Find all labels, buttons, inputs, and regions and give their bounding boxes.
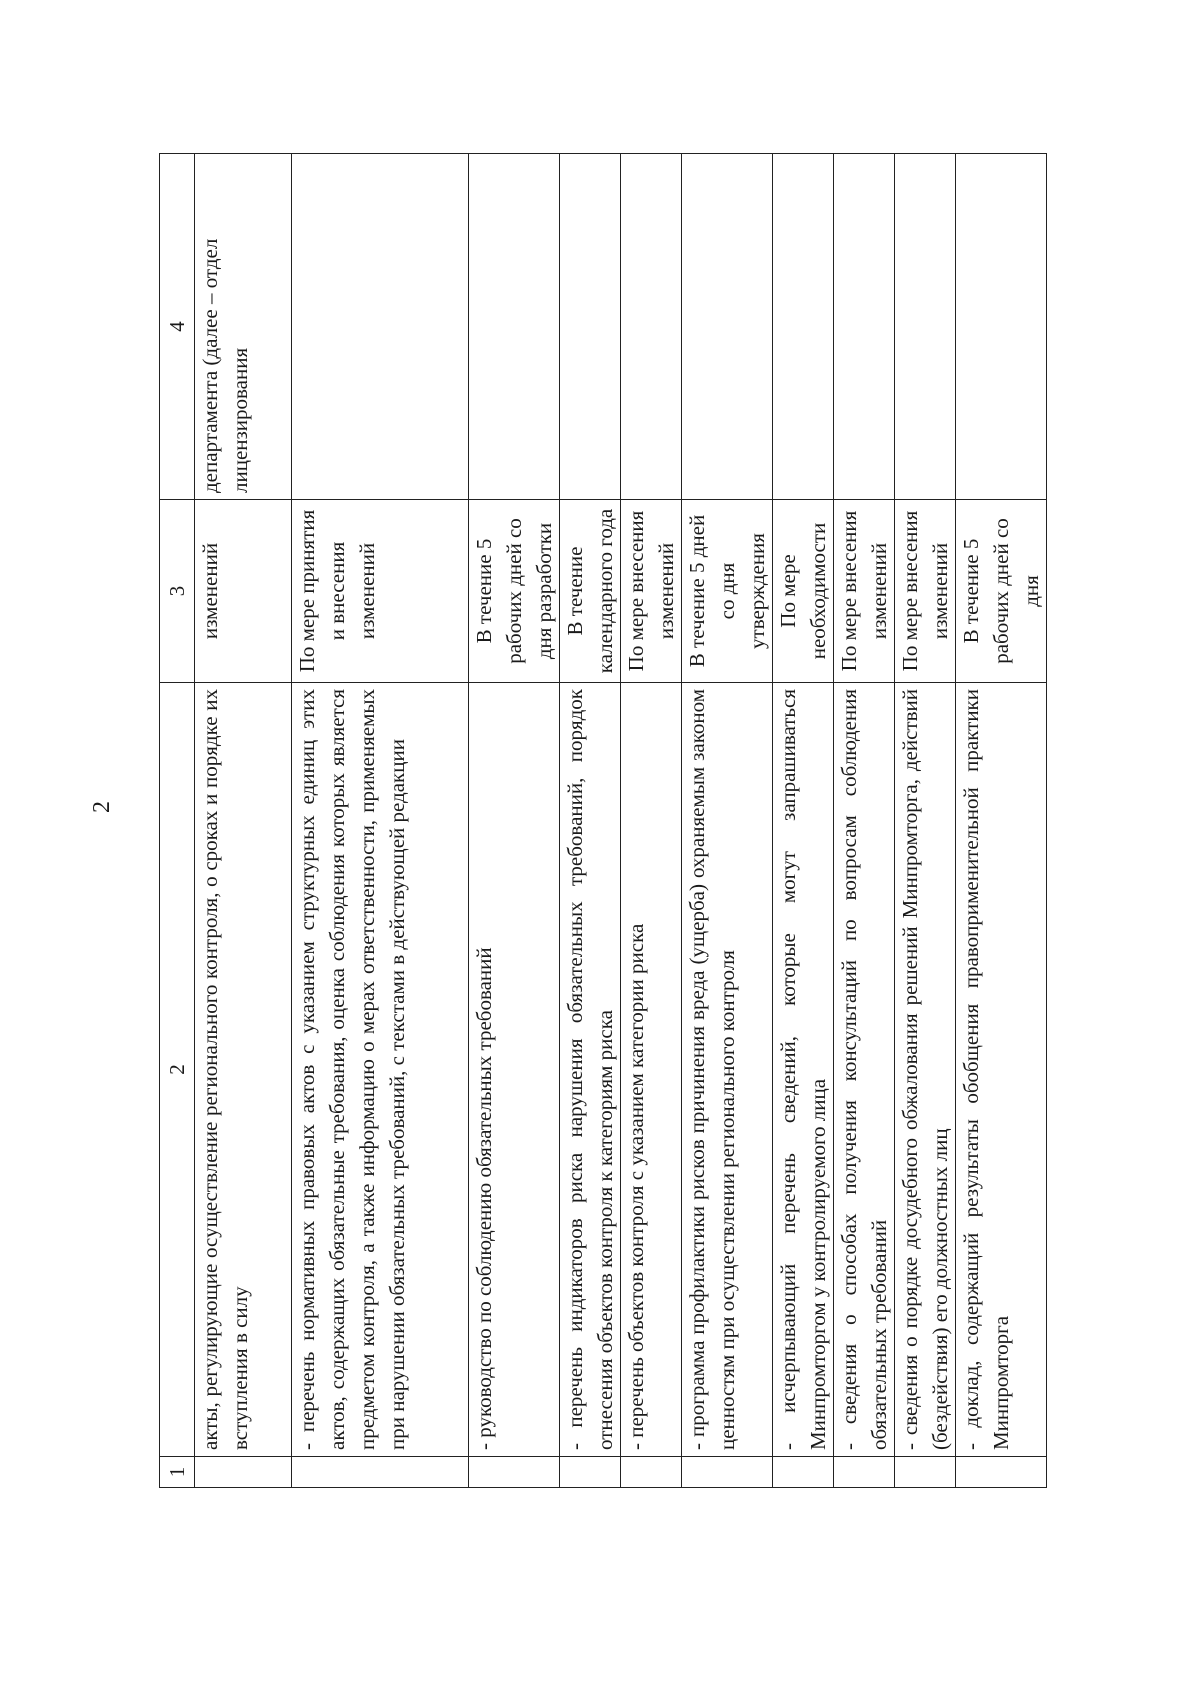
measure-description: - перечень нормативных правовых актов с указанием структурных единиц этих актов, содержащих обязательные требования, оценка соблюдения которых является предметом контроля, а также информацию о мерах ответственности, применяемых при нарушении обязательных требований, с текстами в действующей редакции — [292, 683, 469, 1457]
table-row — [956, 154, 1047, 1488]
measure-term: В течение 5 рабочих дней со дня — [956, 500, 1047, 683]
measure-term: По мере внесения изменений — [834, 500, 895, 683]
row-number-cell — [773, 1457, 834, 1488]
header-cell-2: 2 — [160, 683, 195, 1457]
measure-responsible — [682, 154, 773, 500]
measure-term: По мере внесения изменений — [621, 500, 682, 683]
row-number-cell — [195, 1457, 292, 1488]
table-row — [469, 154, 560, 1488]
table-row — [195, 154, 292, 1488]
table-row — [682, 154, 773, 1488]
table-row — [773, 154, 834, 1488]
table-row — [560, 154, 621, 1488]
measure-description: - доклад, содержащий результаты обобщения правоприменительной практики Минпромторга — [956, 683, 1047, 1457]
measure-responsible — [469, 154, 560, 500]
table-row — [895, 154, 956, 1488]
table-row — [834, 154, 895, 1488]
table-row — [621, 154, 682, 1488]
measure-term: В течение 5 рабочих дней со дня разработки — [469, 500, 560, 683]
row-number-cell — [682, 1457, 773, 1488]
row-number-cell — [834, 1457, 895, 1488]
table-header-row — [160, 154, 195, 1488]
measure-description: - сведения о порядке досудебного обжалования решений Минпромторга, действий (бездействия) его должностных лиц — [895, 683, 956, 1457]
header-cell-4: 4 — [160, 154, 195, 500]
rotated-table-block — [159, 154, 1065, 1488]
measure-description: акты, регулирующие осуществление регионального контроля, о сроках и порядке их вступления в силу — [195, 683, 292, 1457]
measure-description: - программа профилактики рисков причинения вреда (ущерба) охраняемым законом ценностям при осуществлении регионального контроля — [682, 683, 773, 1457]
measure-responsible — [560, 154, 621, 500]
table-row — [292, 154, 469, 1488]
measure-term: В течение 5 дней со дня утверждения — [682, 500, 773, 683]
plan-table — [159, 153, 1047, 1488]
measure-description: - руководство по соблюдению обязательных требований — [469, 683, 560, 1457]
measure-responsible: департамента (далее – отдел лицензирования — [195, 154, 292, 500]
row-number-cell — [292, 1457, 469, 1488]
measure-responsible — [773, 154, 834, 500]
row-number-cell — [469, 1457, 560, 1488]
measure-responsible — [834, 154, 895, 500]
measure-responsible — [895, 154, 956, 500]
measure-description: - исчерпывающий перечень сведений, которые могут запрашиваться Минпромторгом у контролируемого лица — [773, 683, 834, 1457]
header-cell-1: 1 — [160, 1457, 195, 1488]
measure-responsible — [292, 154, 469, 500]
measure-description: - сведения о способах получения консультаций по вопросам соблюдения обязательных требований — [834, 683, 895, 1457]
page-number: 2 — [89, 801, 115, 813]
header-cell-3: 3 — [160, 500, 195, 683]
measure-responsible — [956, 154, 1047, 500]
measure-term: В течение календарного года — [560, 500, 621, 683]
measure-term: изменений — [195, 500, 292, 683]
row-number-cell — [956, 1457, 1047, 1488]
measure-term: По мере принятия и внесения изменений — [292, 500, 469, 683]
measure-term: По мере необходимости — [773, 500, 834, 683]
row-number-cell — [560, 1457, 621, 1488]
measure-description: - перечень индикаторов риска нарушения обязательных требований, порядок отнесения объектов контроля к категориям риска — [560, 683, 621, 1457]
row-number-cell — [895, 1457, 956, 1488]
measure-description: - перечень объектов контроля с указанием категории риска — [621, 683, 682, 1457]
row-number-cell — [621, 1457, 682, 1488]
measure-responsible — [621, 154, 682, 500]
measure-term: По мере внесения изменений — [895, 500, 956, 683]
